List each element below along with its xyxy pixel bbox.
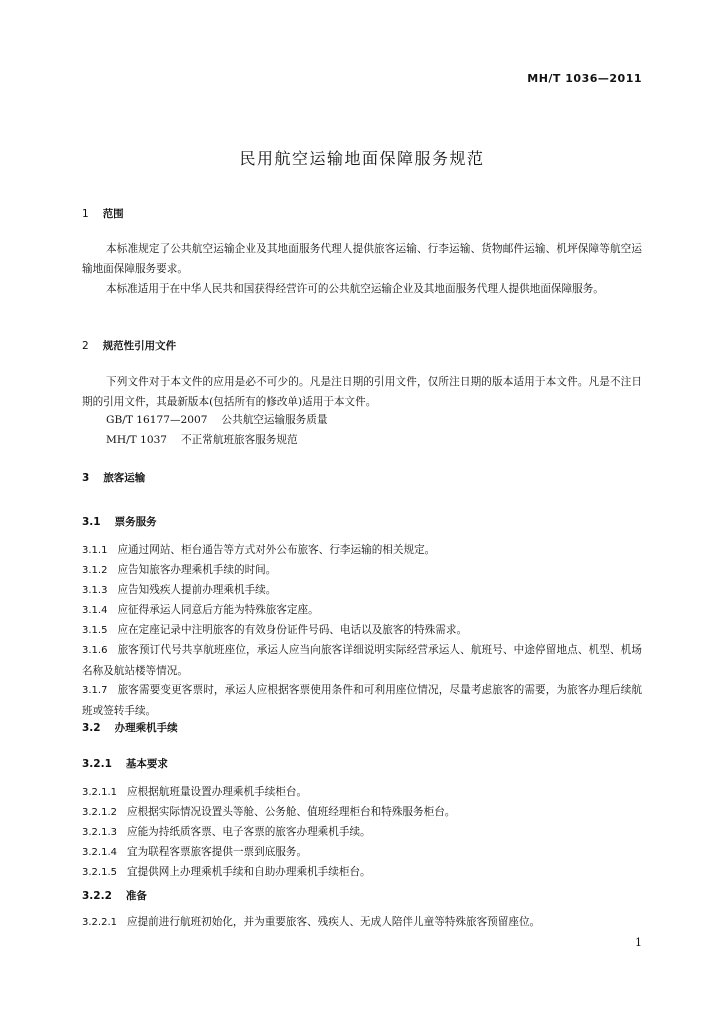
clause-item	[82, 782, 642, 803]
clause-item	[82, 842, 642, 863]
section-title: 旅客运输	[103, 472, 146, 484]
reference-name: 公共航空运输服务质量	[221, 414, 328, 426]
clause-text: 应征得承运人同意后方能为特殊旅客定座。	[117, 604, 319, 616]
subsection-3-2-2-heading	[82, 888, 147, 903]
section-title: 准备	[125, 890, 147, 902]
section-3-heading	[82, 470, 145, 485]
paragraph: 本标准规定了公共航空运输企业及其地面服务代理人提供旅客运输、行李运输、货物邮件运输、机坪保障等航空运输地面保障服务要求。	[82, 243, 642, 275]
reference-item	[106, 412, 327, 427]
section-number: 3.1	[82, 516, 101, 528]
document-title: 民用航空运输地面保障服务规范	[239, 149, 485, 168]
section-number: 1	[82, 208, 89, 220]
clause-item	[82, 822, 642, 843]
paragraph: 本标准适用于在中华人民共和国获得经营许可的公共航空运输企业及其地面服务代理人提供地面保障服务。	[106, 283, 604, 295]
clause-item	[82, 540, 642, 561]
clause-text: 应通过网站、柜台通告等方式对外公布旅客、行李运输的相关规定。	[117, 544, 436, 556]
section-number: 3.2.1	[82, 758, 112, 770]
clause-number: 3.1.2	[82, 565, 108, 576]
section-number: 3.2	[82, 722, 101, 734]
clause-number: 3.1.3	[82, 585, 108, 596]
clause-text: 宜为联程客票旅客提供一票到底服务。	[127, 846, 308, 858]
clause-item	[82, 862, 642, 883]
clause-item	[82, 680, 642, 721]
clause-text: 应根据实际情况设置头等舱、公务舱、值班经理柜台和特殊服务柜台。	[127, 806, 456, 818]
section-1-heading	[82, 206, 124, 221]
reference-name: 不正常航班旅客服务规范	[181, 434, 298, 446]
clause-number: 3.2.1.3	[82, 827, 117, 838]
clause-item	[82, 560, 642, 581]
reference-code: MH/T 1037	[106, 434, 168, 446]
clause-text: 应在定座记录中注明旅客的有效身份证件号码、电话以及旅客的特殊需求。	[117, 624, 468, 636]
clause-text: 应提前进行航班初始化，并为重要旅客、残疾人、无成人陪伴儿童等特殊旅客预留座位。	[127, 916, 541, 928]
paragraph: 下列文件对于本文件的应用是必不可少的。凡是注日期的引用文件，仅所注日期的版本适用于本文件。凡是不注日期的引用文件，其最新版本(包括所有的修改单)适用于本文件。	[82, 376, 642, 408]
clause-text: 旅客预订代号共享航班座位，承运人应当向旅客详细说明实际经营承运人、航班号、中途停留地点、机型、机场名称及航站楼等情况。	[82, 644, 642, 677]
clause-number: 3.1.1	[82, 545, 108, 556]
clause-text: 宜提供网上办理乘机手续和自助办理乘机手续柜台。	[127, 866, 371, 878]
clause-text: 应能为持纸质客票、电子客票的旅客办理乘机手续。	[127, 826, 371, 838]
section-number: 2	[82, 340, 89, 352]
clause-item	[82, 912, 642, 933]
clause-number: 3.2.1.2	[82, 807, 117, 818]
clause-number: 3.1.5	[82, 625, 108, 636]
section-number: 3.2.2	[82, 890, 112, 902]
page-number: 1	[635, 936, 642, 949]
section-title: 范围	[102, 208, 124, 220]
clause-text: 应告知旅客办理乘机手续的时间。	[117, 564, 277, 576]
clause-number: 3.2.2.1	[82, 917, 117, 928]
section-title: 办理乘机手续	[114, 722, 178, 734]
clause-text: 旅客需要变更客票时，承运人应根据客票使用条件和可利用座位情况，尽量考虑旅客的需要，为旅客办理后续航班或签转手续。	[82, 684, 642, 717]
section-number: 3	[82, 472, 90, 484]
clause-number: 3.1.6	[82, 645, 108, 656]
clause-item	[82, 600, 642, 621]
clause-text: 应告知残疾人提前办理乘机手续。	[117, 584, 277, 596]
clause-item	[82, 620, 642, 641]
subsection-3-2-heading	[82, 720, 178, 735]
clause-item	[82, 802, 642, 823]
clause-number: 3.1.7	[82, 685, 108, 696]
reference-code: GB/T 16177—2007	[106, 414, 208, 426]
clause-number: 3.2.1.4	[82, 847, 117, 858]
section-title: 规范性引用文件	[102, 340, 177, 352]
section-title: 票务服务	[114, 516, 157, 528]
standard-code: MH/T 1036—2011	[527, 72, 642, 85]
clause-text: 应根据航班量设置办理乘机手续柜台。	[127, 786, 308, 798]
clause-number: 3.1.4	[82, 605, 108, 616]
clause-item	[82, 640, 642, 681]
clause-number: 3.2.1.1	[82, 787, 117, 798]
subsection-3-1-heading	[82, 514, 157, 529]
clause-item	[82, 580, 642, 601]
section-2-heading	[82, 338, 176, 353]
subsection-3-2-1-heading	[82, 756, 168, 771]
reference-item	[106, 432, 298, 447]
clause-number: 3.2.1.5	[82, 867, 117, 878]
section-title: 基本要求	[125, 758, 168, 770]
